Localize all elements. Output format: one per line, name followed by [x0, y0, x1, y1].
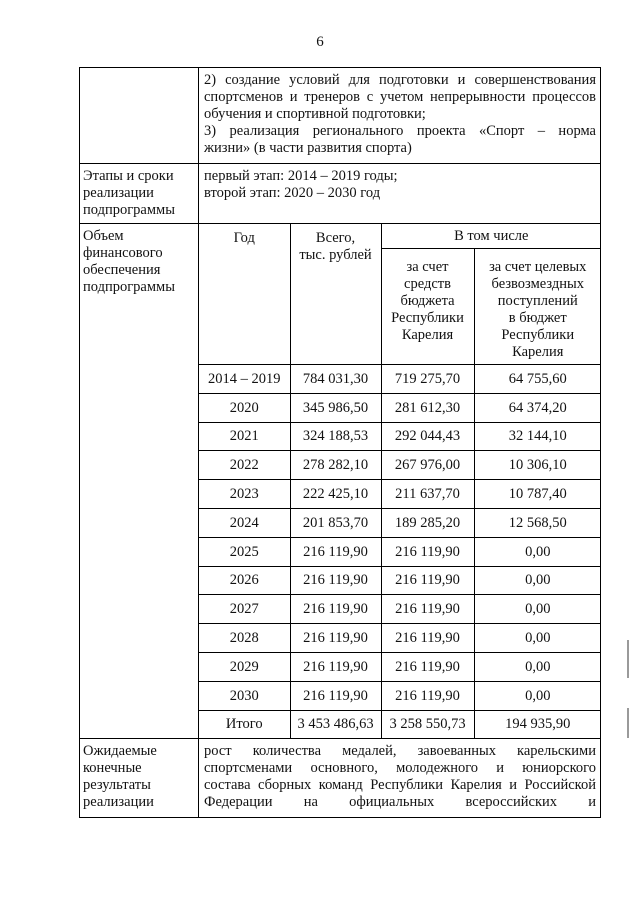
header-line: Карелия	[512, 344, 564, 360]
funding-budget-cell: 216 119,90	[381, 595, 474, 624]
funding-total-cell: 278 282,10	[290, 451, 381, 480]
header-line: Карелия	[401, 327, 454, 343]
funding-content	[199, 224, 601, 739]
text-line: жизни» (в части развития спорта)	[204, 140, 412, 156]
funding-total-row	[199, 710, 601, 738]
header-line: Всего,	[315, 230, 356, 246]
header-line: тыс. рублей	[299, 247, 372, 263]
funding-budget-cell: 281 612,30	[381, 393, 474, 422]
label-line: подпрограммы	[83, 279, 175, 295]
funding-grants-cell: 0,00	[474, 681, 601, 710]
header-line: безвозмездных	[491, 276, 584, 292]
funding-budget-cell: 216 119,90	[381, 566, 474, 595]
header-line: Республики	[501, 327, 575, 343]
funding-year-cell: 2025	[199, 537, 290, 566]
funding-year-row	[199, 451, 601, 480]
funding-year-row	[199, 422, 601, 451]
funding-grants-cell: 32 144,10	[474, 422, 601, 451]
results-content	[199, 739, 601, 818]
label-line: результаты	[83, 777, 151, 794]
funding-grants-cell: 0,00	[474, 566, 601, 595]
grants-header	[474, 249, 601, 365]
funding-total-cell: 216 119,90	[290, 624, 381, 653]
funding-total-cell: 324 188,53	[290, 422, 381, 451]
page-number: 6	[316, 34, 324, 50]
funding-year-cell: 2023	[199, 480, 290, 509]
header-line: средств	[404, 276, 451, 292]
funding-year-cell: 2026	[199, 566, 290, 595]
funding-grants-cell: 10 306,10	[474, 451, 601, 480]
tasks-label	[80, 68, 199, 164]
label-line: Объем	[83, 228, 124, 244]
funding-grants-cell: 64 755,60	[474, 365, 601, 394]
label-line: Ожидаемые	[83, 743, 157, 760]
funding-budget-cell: 216 119,90	[381, 624, 474, 653]
funding-grants-cell: 64 374,20	[474, 393, 601, 422]
stages-content	[199, 164, 601, 224]
funding-budget-cell: 292 044,43	[381, 422, 474, 451]
funding-grants-cell: 0,00	[474, 624, 601, 653]
funding-year-cell: 2022	[199, 451, 290, 480]
header-line: Республики	[391, 310, 464, 326]
stages-row	[80, 164, 601, 224]
funding-grants-cell: 0,00	[474, 537, 601, 566]
funding-year-cell: Итого	[199, 710, 290, 738]
tasks-row	[80, 68, 601, 164]
funding-total-cell: 216 119,90	[290, 652, 381, 681]
results-row	[80, 739, 601, 818]
text-line: обучения и спортивной подготовки;	[204, 106, 426, 122]
funding-grants-cell: 0,00	[474, 595, 601, 624]
funding-year-row	[199, 508, 601, 537]
label-line: реализации	[83, 185, 154, 201]
results-label	[80, 739, 199, 818]
funding-year-row	[199, 652, 601, 681]
scan-edge-mark	[627, 708, 629, 738]
label-line: реализации	[83, 794, 154, 811]
funding-year-row	[199, 393, 601, 422]
label-line: обеспечения	[83, 262, 161, 278]
funding-budget-cell: 216 119,90	[381, 537, 474, 566]
funding-total-cell: 216 119,90	[290, 537, 381, 566]
funding-year-cell: 2014 – 2019	[199, 365, 290, 394]
tasks-content	[199, 68, 601, 164]
funding-year-row	[199, 681, 601, 710]
including-header: В том числе	[381, 224, 601, 249]
funding-budget-cell: 3 258 550,73	[381, 710, 474, 738]
funding-budget-cell: 189 285,20	[381, 508, 474, 537]
total-header	[290, 224, 381, 365]
header-line: в бюджет	[508, 310, 567, 326]
funding-total-cell: 201 853,70	[290, 508, 381, 537]
label-line: Этапы и сроки	[83, 168, 174, 184]
funding-header-row	[199, 224, 601, 249]
text-line: состава сборных команд Республики Карелия и Российской	[204, 777, 596, 794]
funding-grants-cell: 12 568,50	[474, 508, 601, 537]
funding-table	[199, 224, 601, 738]
funding-grants-cell: 194 935,90	[474, 710, 601, 738]
text-line: второй этап: 2020 – 2030 год	[204, 185, 381, 201]
funding-year-cell: 2030	[199, 681, 290, 710]
funding-budget-cell: 719 275,70	[381, 365, 474, 394]
funding-year-row	[199, 624, 601, 653]
text-line: спортсменами основного, молодежного и юниорского	[204, 760, 596, 777]
funding-total-cell: 216 119,90	[290, 681, 381, 710]
funding-year-cell: 2020	[199, 393, 290, 422]
budget-header	[381, 249, 474, 365]
funding-year-row	[199, 537, 601, 566]
funding-year-cell: 2024	[199, 508, 290, 537]
funding-total-cell: 784 031,30	[290, 365, 381, 394]
funding-grants-cell: 0,00	[474, 652, 601, 681]
funding-total-cell: 216 119,90	[290, 595, 381, 624]
text-line: Федерации на официальных всероссийских и	[204, 794, 596, 811]
funding-budget-cell: 216 119,90	[381, 681, 474, 710]
label-line: финансового	[83, 245, 163, 261]
label-line: подпрограммы	[83, 202, 175, 218]
stages-label	[80, 164, 199, 224]
subprogram-passport-table	[79, 67, 601, 818]
funding-grants-cell: 10 787,40	[474, 480, 601, 509]
funding-budget-cell: 267 976,00	[381, 451, 474, 480]
funding-year-cell: 2029	[199, 652, 290, 681]
year-header: Год	[199, 224, 290, 365]
funding-year-row	[199, 595, 601, 624]
funding-year-row	[199, 365, 601, 394]
funding-total-cell: 345 986,50	[290, 393, 381, 422]
funding-budget-cell: 211 637,70	[381, 480, 474, 509]
funding-label	[80, 224, 199, 739]
funding-total-cell: 3 453 486,63	[290, 710, 381, 738]
funding-row	[80, 224, 601, 739]
text-line: рост количества медалей, завоеванных карельскими	[204, 743, 596, 760]
scan-edge-mark	[627, 640, 629, 678]
text-line: спортсменов и тренеров с учетом непрерывности процессов	[204, 89, 596, 105]
header-line: за счет целевых	[489, 259, 587, 275]
funding-year-cell: 2028	[199, 624, 290, 653]
header-line: поступлений	[497, 293, 578, 309]
funding-year-row	[199, 566, 601, 595]
label-line: конечные	[83, 760, 142, 777]
text-line: первый этап: 2014 – 2019 годы;	[204, 168, 398, 184]
funding-year-cell: 2021	[199, 422, 290, 451]
funding-total-cell: 216 119,90	[290, 566, 381, 595]
text-line: 3) реализация регионального проекта «Спорт – норма	[204, 123, 596, 139]
header-line: бюджета	[400, 293, 455, 309]
header-line: за счет	[406, 259, 449, 275]
funding-total-cell: 222 425,10	[290, 480, 381, 509]
text-line: 2) создание условий для подготовки и совершенствования	[204, 72, 596, 88]
funding-year-cell: 2027	[199, 595, 290, 624]
funding-year-row	[199, 480, 601, 509]
funding-budget-cell: 216 119,90	[381, 652, 474, 681]
